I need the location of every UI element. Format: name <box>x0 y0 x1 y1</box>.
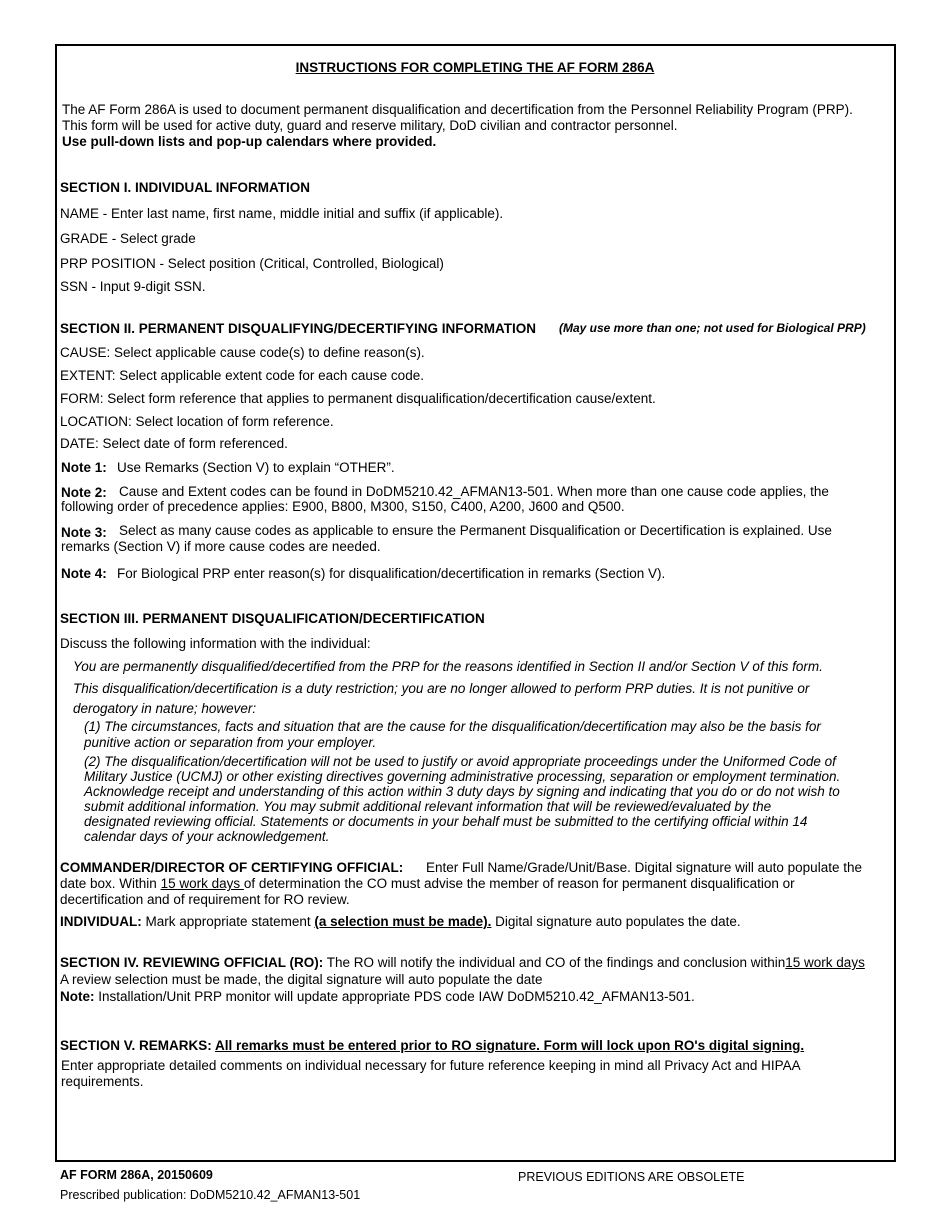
page-title: INSTRUCTIONS FOR COMPLETING THE AF FORM 286A <box>295 60 655 75</box>
section-2-item: FORM: Select form reference that applies to permanent disqualification/decertification cause/extent. <box>60 391 656 406</box>
section-3-item-1: (1) The circumstances, facts and situation that are the cause for the disqualification/decertification may also be the basis for <box>84 719 821 734</box>
section-2-heading-note: (May use more than one; not used for Biological PRP) <box>559 321 866 335</box>
form-id: AF FORM 286A, 20150609 <box>60 1168 213 1182</box>
section-1-item: NAME - Enter last name, first name, middle initial and suffix (if applicable). <box>60 206 504 221</box>
section-2-item: LOCATION: Select location of form reference. <box>60 414 334 429</box>
section-1-item: GRADE - Select grade <box>60 231 196 246</box>
section-3-heading: SECTION III. PERMANENT DISQUALIFICATION/DECERTIFICATION <box>60 611 485 626</box>
commander-label: COMMANDER/DIRECTOR OF CERTIFYING OFFICIAL: <box>60 860 404 875</box>
prescribed-publication: Prescribed publication: DoDM5210.42_AFMAN13-501 <box>60 1188 361 1202</box>
commander-text: date box. Within 15 work days of determination the CO must advise the member of reason for permanent disqualification or <box>60 876 795 891</box>
section-3-para: You are permanently disqualified/decertified from the PRP for the reasons identified in Section II and/or Section V of this form. <box>73 659 823 674</box>
note-4-label: Note 4: <box>61 566 107 581</box>
section-3-item-2: Military Justice (UCMJ) or other existing directives governing administrative processing, separation or employment termination. <box>84 769 841 784</box>
section-1-heading: SECTION I. INDIVIDUAL INFORMATION <box>60 180 311 195</box>
section-5-text: requirements. <box>61 1074 144 1089</box>
previous-editions: PREVIOUS EDITIONS ARE OBSOLETE <box>518 1170 745 1184</box>
section-5-text: Enter appropriate detailed comments on individual necessary for future reference keeping in mind all Privacy Act and HIPAA <box>61 1058 801 1073</box>
section-2-item: DATE: Select date of form referenced. <box>60 436 288 451</box>
section-3-para: derogatory in nature; however: <box>73 701 257 716</box>
section-3-discuss: Discuss the following information with the individual: <box>60 636 371 651</box>
note-3-label: Note 3: <box>61 525 107 540</box>
section-3-item-2: designated reviewing official. Statements or documents in your behalf must be submitted to the certifying official within 14 <box>84 814 808 829</box>
individual-line: INDIVIDUAL: Mark appropriate statement (a selection must be made). Digital signature auto populates the date. <box>60 914 741 929</box>
commander-text: Enter Full Name/Grade/Unit/Base. Digital signature will auto populate the <box>426 860 862 875</box>
section-1-item: PRP POSITION - Select position (Critical, Controlled, Biological) <box>60 256 444 271</box>
note-3-text: Select as many cause codes as applicable to ensure the Permanent Disqualification or Decertification is explained. Use <box>119 523 832 538</box>
section-2-heading: SECTION II. PERMANENT DISQUALIFYING/DECERTIFYING INFORMATION <box>60 321 537 336</box>
intro-line-2: This form will be used for active duty, guard and reserve military, DoD civilian and contractor personnel. <box>62 118 678 133</box>
section-2-item: EXTENT: Select applicable extent code for each cause code. <box>60 368 424 383</box>
note-1-text: Use Remarks (Section V) to explain “OTHER”. <box>117 460 395 475</box>
section-2-item: CAUSE: Select applicable cause code(s) to define reason(s). <box>60 345 425 360</box>
note-3-text: remarks (Section V) if more cause codes are needed. <box>61 539 381 554</box>
section-3-item-2: calendar days of your acknowledgement. <box>84 829 330 844</box>
intro-line-1: The AF Form 286A is used to document permanent disqualification and decertification from the Personnel Reliability Program (PRP). <box>62 102 853 117</box>
section-4-note: Note: Installation/Unit PRP monitor will update appropriate PDS code IAW DoDM5210.42_AFMAN13-501. <box>60 989 695 1004</box>
section-1-item: SSN - Input 9-digit SSN. <box>60 279 206 294</box>
section-5-heading: SECTION V. REMARKS: All remarks must be entered prior to RO signature. Form will lock upon RO's digital signing. <box>60 1038 805 1053</box>
note-2-text: following order of precedence applies: E900, B800, M300, S150, C400, A200, J600 and Q500. <box>61 499 625 514</box>
note-4-text: For Biological PRP enter reason(s) for disqualification/decertification in remarks (Section V). <box>117 566 666 581</box>
section-3-item-2: (2) The disqualification/decertification will not be used to justify or avoid appropriate proceedings under the Uniformed Code of <box>84 754 836 769</box>
section-4-line-2: A review selection must be made, the digital signature will auto populate the date <box>60 972 543 987</box>
note-2-text: Cause and Extent codes can be found in DoDM5210.42_AFMAN13-501. When more than one cause code applies, the <box>119 484 829 499</box>
section-4-line-1: SECTION IV. REVIEWING OFFICIAL (RO): The RO will notify the individual and CO of the findings and conclusion within15 work days <box>60 955 865 970</box>
intro-line-3: Use pull-down lists and pop-up calendars where provided. <box>62 134 437 149</box>
section-3-item-2: submit additional information. You may submit additional relevant information that will be reviewed/evaluated by the <box>84 799 772 814</box>
section-3-item-2: Acknowledge receipt and understanding of this action within 3 duty days by signing and indicating that you do or do not wish to <box>84 784 840 799</box>
note-1-label: Note 1: <box>61 460 107 475</box>
commander-text: decertification and of requirement for RO review. <box>60 892 350 907</box>
section-3-para: This disqualification/decertification is a duty restriction; you are no longer allowed to perform PRP duties. It is not punitive or <box>73 681 810 696</box>
note-2-label: Note 2: <box>61 485 107 500</box>
section-3-item-1: punitive action or separation from your employer. <box>84 735 377 750</box>
